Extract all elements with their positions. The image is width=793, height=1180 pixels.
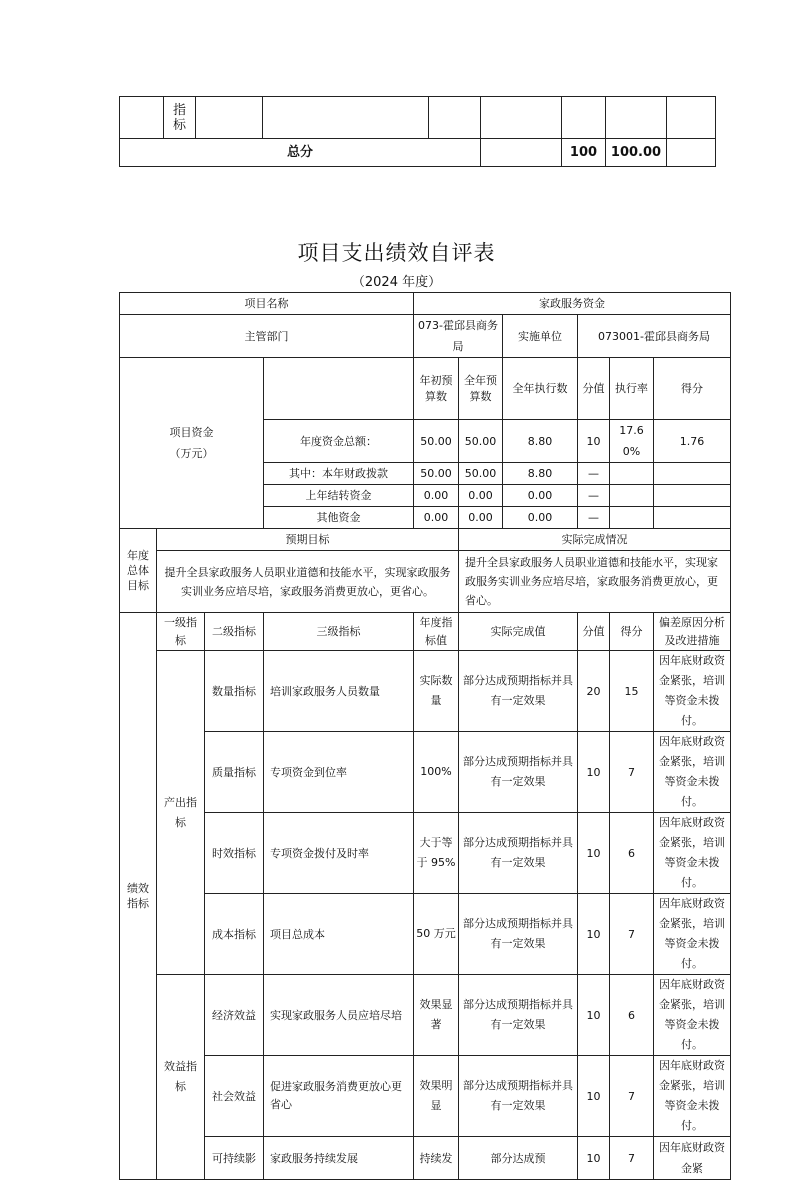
blank-cell [667,97,716,139]
level2: 时效指标 [205,813,264,894]
fund-annual: 50.00 [459,420,503,463]
blank-cell [606,97,667,139]
dept-label: 主管部门 [120,315,414,358]
project-name: 家政服务资金 [414,293,731,315]
col-points: 得分 [654,358,731,420]
level3: 专项资金拨付及时率 [264,813,414,894]
actual: 部分达成预 [459,1137,578,1180]
level3: 项目总成本 [264,894,414,975]
total-score: 100 [562,139,606,167]
col-score: 分值 [578,358,610,420]
fund-row-name: 上年结转资金 [264,485,414,507]
level2: 质量指标 [205,732,264,813]
fund-rate [610,463,654,485]
reason: 因年底财政资金紧 [654,1137,731,1180]
previous-table-fragment [119,96,716,167]
score: 10 [578,1056,610,1137]
goals-label: 年度总体目标 [120,529,157,613]
score: 10 [578,813,610,894]
col-initial-budget: 年初预算数 [414,358,459,420]
fund-annual: 50.00 [459,463,503,485]
level1-output: 产出指标 [157,651,205,975]
target: 100% [414,732,459,813]
level3: 家政服务持续发展 [264,1137,414,1180]
target: 效果显著 [414,975,459,1056]
points: 15 [610,651,654,732]
actual: 部分达成预期指标并具有一定效果 [459,894,578,975]
actual: 部分达成预期指标并具有一定效果 [459,1056,578,1137]
points: 6 [610,975,654,1056]
unit-label: 实施单位 [503,315,578,358]
level2: 数量指标 [205,651,264,732]
reason: 因年底财政资金紧张，培训等资金未拨付。 [654,651,731,732]
page-title: 项目支出绩效自评表 [297,241,496,265]
fund-annual: 0.00 [459,485,503,507]
score: 10 [578,1137,610,1180]
target: 大于等于 95% [414,813,459,894]
blank-cell [263,97,429,139]
fund-row-name: 其他资金 [264,507,414,529]
level2: 可持续影 [205,1137,264,1180]
reason: 因年底财政资金紧张，培训等资金未拨付。 [654,732,731,813]
unit-value: 073001-霍邱县商务局 [578,315,731,358]
indicator-label: 指 标 [164,97,196,139]
points: 7 [610,1056,654,1137]
actual-result-label: 实际完成情况 [459,529,731,551]
points: 7 [610,732,654,813]
fund-rate [610,507,654,529]
year-subtitle: （2024 年度） [351,275,442,290]
fund-row-name: 其中：本年财政拨款 [264,463,414,485]
target: 50 万元 [414,894,459,975]
fund-rate [610,485,654,507]
actual: 部分达成预期指标并具有一定效果 [459,975,578,1056]
fund-points: 1.76 [654,420,731,463]
col-level2: 二级指标 [205,613,264,651]
col-annual-exec: 全年执行数 [503,358,578,420]
reason: 因年底财政资金紧张，培训等资金未拨付。 [654,975,731,1056]
fund-exec: 0.00 [503,507,578,529]
col-level1: 一级指标 [157,613,205,651]
level2: 成本指标 [205,894,264,975]
blank-cell [667,139,716,167]
col-exec-rate: 执行率 [610,358,654,420]
fund-exec: 8.80 [503,463,578,485]
fund-score: — [578,463,610,485]
target: 实际数量 [414,651,459,732]
reason: 因年底财政资金紧张，培训等资金未拨付。 [654,1056,731,1137]
level3: 培训家政服务人员数量 [264,651,414,732]
fund-score: — [578,485,610,507]
col-level3: 三级指标 [264,613,414,651]
actual: 部分达成预期指标并具有一定效果 [459,732,578,813]
blank-cell [562,97,606,139]
score: 10 [578,732,610,813]
fund-score: 10 [578,420,610,463]
fund-rate: 17.60% [610,420,654,463]
fund-exec: 0.00 [503,485,578,507]
fund-points [654,463,731,485]
col-target: 年度指标值 [414,613,459,651]
fund-points [654,507,731,529]
target: 持续发 [414,1137,459,1180]
level3: 专项资金到位率 [264,732,414,813]
fund-initial: 0.00 [414,507,459,529]
fund-exec: 8.80 [503,420,578,463]
level3: 促进家政服务消费更放心更省心 [264,1056,414,1137]
level1-benefit: 效益指标 [157,975,205,1180]
col-score: 分值 [578,613,610,651]
points: 7 [610,1137,654,1180]
blank-cell [264,358,414,420]
points: 7 [610,894,654,975]
total-label: 总分 [120,139,481,167]
col-reason: 偏差原因分析及改进措施 [654,613,731,651]
funds-label: 项目资金 （万元） [120,358,264,529]
reason: 因年底财政资金紧张，培训等资金未拨付。 [654,813,731,894]
level3: 实现家政服务人员应培尽培 [264,975,414,1056]
reason: 因年底财政资金紧张，培训等资金未拨付。 [654,894,731,975]
col-actual: 实际完成值 [459,613,578,651]
fund-initial: 0.00 [414,485,459,507]
expected-goal-label: 预期目标 [157,529,459,551]
fund-initial: 50.00 [414,420,459,463]
dept-value: 073-霍邱县商务局 [414,315,503,358]
self-evaluation-table [119,292,731,1180]
blank-cell [196,97,263,139]
fund-initial: 50.00 [414,463,459,485]
actual: 部分达成预期指标并具有一定效果 [459,651,578,732]
level2: 社会效益 [205,1056,264,1137]
blank-cell [120,97,164,139]
blank-cell [481,139,562,167]
col-annual-budget: 全年预算数 [459,358,503,420]
actual-result-text: 提升全县家政服务人员职业道德和技能水平，实现家政服务实训业务应培尽培，家政服务消费更放心，更省心。 [459,551,731,613]
col-points: 得分 [610,613,654,651]
score: 10 [578,894,610,975]
target: 效果明显 [414,1056,459,1137]
actual: 部分达成预期指标并具有一定效果 [459,813,578,894]
level2: 经济效益 [205,975,264,1056]
fund-annual: 0.00 [459,507,503,529]
fund-points [654,485,731,507]
total-points: 100.00 [606,139,667,167]
fund-score: — [578,507,610,529]
points: 6 [610,813,654,894]
blank-cell [481,97,562,139]
fund-row-name: 年度资金总额： [264,420,414,463]
project-name-label: 项目名称 [120,293,414,315]
blank-cell [429,97,481,139]
score: 10 [578,975,610,1056]
score: 20 [578,651,610,732]
indicators-label: 绩效指标 [120,613,157,1180]
expected-goal-text: 提升全县家政服务人员职业道德和技能水平，实现家政服务实训业务应培尽培，家政服务消费更放心，更省心。 [157,551,459,613]
